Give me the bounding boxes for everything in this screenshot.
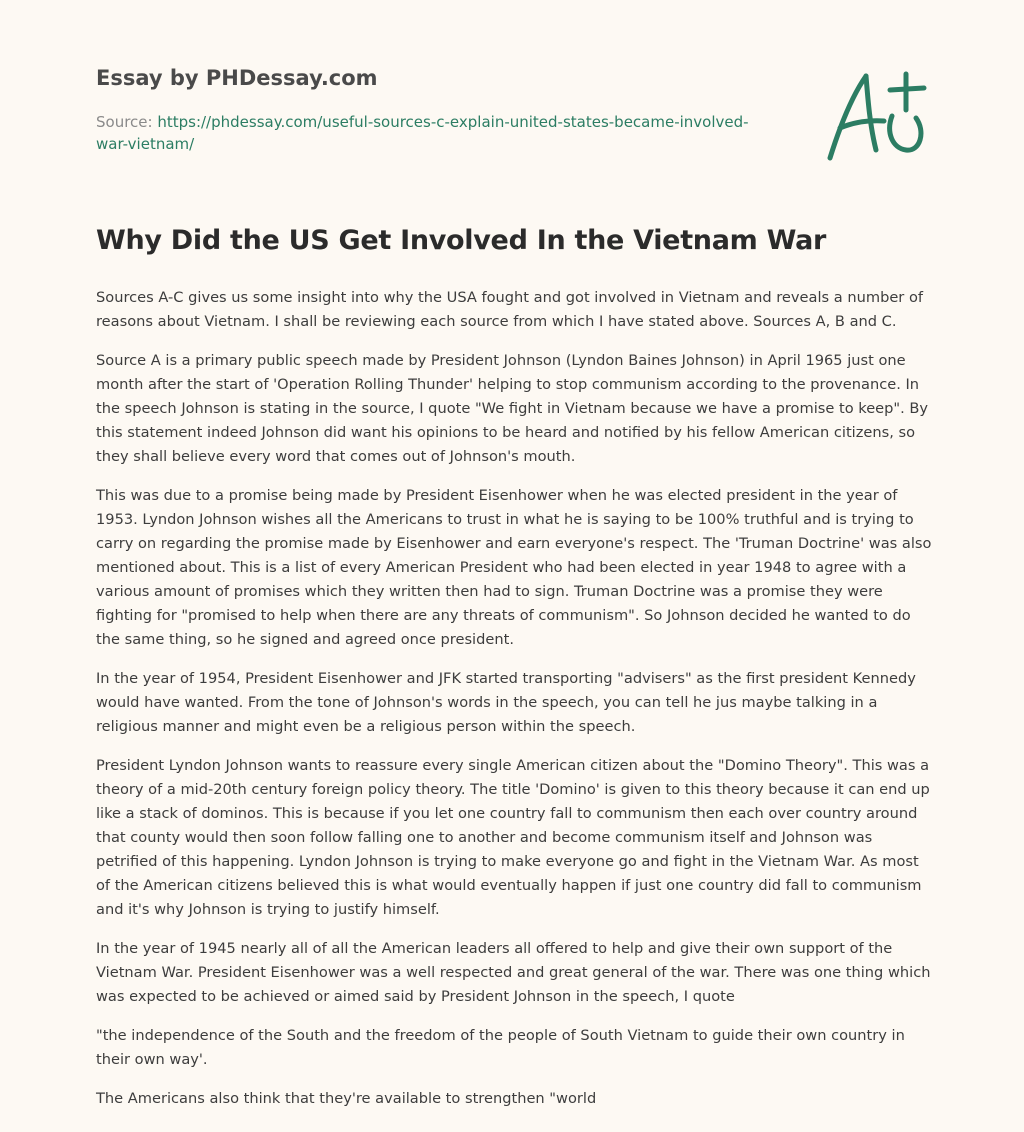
paragraph: The Americans also think that they're available to strengthen "world <box>96 1090 597 1107</box>
paragraph: Source A is a primary public speech made by President Johnson (Lyndon Baines Johnson) in April 1965 just one month after the start of 'Operation Rolling Thunder' helping to stop communism according to the provenance. In the speech Johnson is stating in the source, I quote "We fight in Vietnam because we have a promise to keep". By this statement indeed Johnson did want his opinions to be heard and notified by his fellow American citizens, so they shall believe every word that comes out of Johnson's mouth. <box>96 352 929 465</box>
header <box>96 0 932 210</box>
paragraph: This was due to a promise being made by President Eisenhower when he was elected president in the year of 1953. Lyndon Johnson wishes all the Americans to trust in what he is saying to be 100% truthful and is trying to carry on regarding the promise made by Eisenhower and earn everyone's respect. The 'Truman Doctrine' was also mentioned about. This is a list of every American President who had been elected in year 1948 to agree with a various amount of promises which they written then had to sign. Truman Doctrine was a promise they were fighting for "promised to help when there are any threats of communism". So Johnson decided he wanted to do the same thing, so he signed and agreed once president. <box>96 487 932 648</box>
site-title: Essay by PHDessay.com <box>96 66 378 90</box>
source-label: Source: <box>96 113 158 131</box>
source-line <box>96 111 756 155</box>
source-link[interactable]: https://phdessay.com/useful-sources-c-explain-united-states-became-involved-war-vietnam/ <box>96 113 749 153</box>
paragraph: President Lyndon Johnson wants to reassure every single American citizen about the "Domino Theory". This was a theory of a mid-20th century foreign policy theory. The title 'Domino' is given to this theory because it can end up like a stack of dominos. This is because if you let one country fall to communism then each over country around that county would then soon follow falling one to another and become communism itself and Johnson was petrified of this happening. Lyndon Johnson is trying to make everyone go and fight in the Vietnam War. As most of the American citizens believed this is what would eventually happen if just one country did fall to communism and it's why Johnson is trying to justify himself. <box>96 757 930 918</box>
paragraph: Sources A-C gives us some insight into why the USA fought and got involved in Vietnam and reveals a number of reasons about Vietnam. I shall be reviewing each source from which I have stated above. Sources A, B and C. <box>96 289 924 330</box>
essay-body <box>96 286 932 1126</box>
document-page <box>96 0 932 1107</box>
paragraph: In the year of 1954, President Eisenhower and JFK started transporting "advisers" as the first president Kennedy would have wanted. From the tone of Johnson's words in the speech, you can tell he jus maybe talking in a religious manner and might even be a religious person within the speech. <box>96 670 916 735</box>
essay-title: Why Did the US Get Involved In the Vietnam War <box>96 225 827 256</box>
paragraph: "the independence of the South and the freedom of the people of South Vietnam to guide their own country in their own way'. <box>96 1027 905 1068</box>
paragraph: In the year of 1945 nearly all of all the American leaders all offered to help and give their own support of the Vietnam War. President Eisenhower was a well respected and great general of the war. There was one thing which was expected to be achieved or aimed said by President Johnson in the speech, I quote <box>96 940 931 1005</box>
a-plus-logo-icon <box>822 66 932 166</box>
